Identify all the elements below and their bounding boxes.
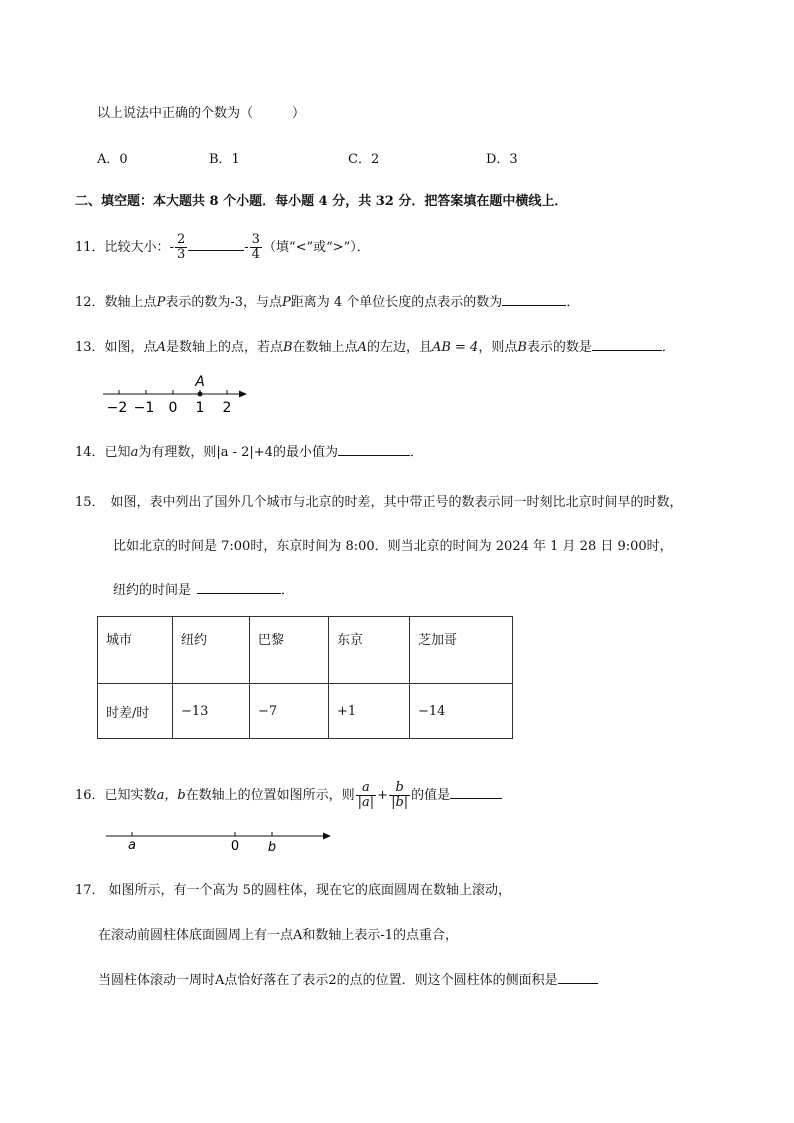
question-15-line-2: 比如北京的时间是 7:00时，东京时间为 8:00．则当北京的时间为 2024 年 1 月 28 日 9:00时， (113, 539, 673, 554)
q15-answer-blank[interactable] (197, 579, 281, 594)
table-row (98, 684, 513, 739)
q11-text-a: 比较大小： (104, 240, 170, 255)
q14-var-a: a (130, 445, 139, 460)
q16-fraction-1 (356, 781, 377, 810)
q13-text-b: 是数轴上的点，若点 (165, 340, 283, 355)
q16-plus: + (377, 788, 389, 803)
q16-text-b: 在数轴上的位置如图所示，则 (185, 788, 355, 803)
option-a: A．0 (97, 152, 128, 167)
q16-number: 16． (75, 788, 105, 803)
q16-label-b: b (267, 840, 277, 855)
q13-end: ． (661, 340, 675, 355)
table-header-cell: 芝加哥 (410, 617, 513, 684)
q17-number: 17． (75, 883, 105, 898)
question-14 (75, 441, 423, 460)
question-12 (75, 291, 579, 310)
q13-number-line (95, 370, 265, 418)
q16-text-a: 已知实数 (104, 788, 157, 803)
q16-label-a: a (128, 838, 136, 853)
table-header-cell: 巴黎 (250, 617, 329, 684)
q13-text-f: 表示的数是 (526, 340, 592, 355)
q16-f2-num: b (389, 781, 410, 796)
q13-tick-label-neg2: −2 (106, 400, 128, 416)
q12-number: 12． (75, 295, 105, 310)
question-17-line-1 (75, 879, 511, 898)
q11-f2-den: 4 (251, 247, 260, 262)
q14-number: 14． (75, 445, 105, 460)
question-13 (75, 336, 675, 355)
question-16 (75, 776, 502, 816)
table-cell: −13 (173, 684, 250, 739)
q16-text-c: 的值是 (411, 788, 451, 803)
question-17-line-2: 在滚动前圆柱体底面圆周上有一点A和数轴上表示-1的点重合， (98, 928, 459, 943)
q13-var-a: A (156, 340, 166, 355)
q11-neg-2: - (244, 240, 249, 255)
q16-label-0: 0 (230, 839, 240, 854)
q13-number: 13． (75, 340, 105, 355)
q11-answer-blank[interactable] (188, 236, 244, 251)
option-b: B．1 (209, 152, 240, 167)
q13-point-a (198, 392, 203, 397)
q16-number-line (100, 826, 340, 856)
q12-answer-blank[interactable] (502, 291, 566, 306)
question-11 (75, 230, 370, 266)
q16-f1-den: |a| (357, 795, 375, 810)
q13-var-a2: A (357, 340, 367, 355)
table-cell: 时差/时 (98, 684, 173, 739)
q11-f1-den: 3 (176, 247, 186, 262)
section-heading: 二、填空题：本大题共 8 个小题．每小题 4 分，共 32 分．把答案填在题中横线上． (75, 194, 568, 209)
time-difference-table (97, 616, 513, 739)
q11-f1-num: 2 (176, 232, 186, 247)
q16-axis-arrow (323, 833, 331, 840)
q14-text-c: 的最小值为 (272, 445, 338, 460)
q12-var-p2: P (282, 295, 291, 310)
q16-f1-num: a (356, 781, 377, 796)
q13-var-b2: B (517, 340, 527, 355)
q14-end: ． (409, 445, 423, 460)
q15-number: 15． (75, 495, 105, 510)
q10-prompt: 以上说法中正确的个数为（ ） (97, 106, 306, 121)
q14-text-b: 为有理数，则 (138, 445, 217, 460)
table-cell: −7 (250, 684, 329, 739)
q17-line-3: 当圆柱体滚动一周时A点恰好落在了表示2的点的位置．则这个圆柱体的侧面积是 (98, 973, 558, 988)
question-17-line-3 (98, 969, 598, 988)
q12-text-b: 表示的数为 (165, 295, 231, 310)
q12-text-a: 数轴上点 (104, 295, 157, 310)
q13-answer-blank[interactable] (592, 336, 662, 351)
q13-text-a: 如图，点 (104, 340, 157, 355)
q13-tick-label-neg1: −1 (133, 400, 155, 416)
table-header-row (98, 617, 513, 684)
q11-fraction-1 (175, 233, 187, 262)
q14-text-a: 已知 (104, 445, 131, 460)
table-cell: +1 (329, 684, 410, 739)
q11-number: 11． (75, 240, 105, 255)
option-d: D．3 (486, 152, 518, 167)
q13-point-label: A (195, 374, 205, 390)
table-header-cell: 纽约 (173, 617, 250, 684)
q11-neg-1: - (169, 240, 174, 255)
q15-end: ． (281, 583, 295, 598)
q15-line-3: 纽约的时间是 (113, 583, 192, 598)
q13-tick-label-1: 1 (195, 400, 205, 416)
q11-f2-num: 3 (251, 232, 260, 247)
q14-answer-blank[interactable] (338, 441, 410, 456)
q17-answer-blank[interactable] (558, 969, 598, 984)
q11-text-b: （填“<”或“>”）． (262, 240, 370, 255)
q13-text-d: 的左边，且 (366, 340, 432, 355)
q13-text-e: ，则点 (478, 340, 518, 355)
question-15-line-3 (113, 579, 294, 598)
q16-answer-blank[interactable] (450, 784, 502, 799)
table-header-cell: 城市 (98, 617, 173, 684)
q12-text-d: 距离为 4 个单位长度的点表示的数为 (290, 295, 503, 310)
q13-equation: AB = 4 (431, 340, 479, 355)
q16-fraction-2 (389, 781, 410, 810)
q13-tick-label-2: 2 (222, 400, 232, 416)
q16-vars: a，b (156, 788, 186, 803)
q13-var-b: B (282, 340, 293, 355)
option-c: C．2 (348, 152, 380, 167)
q11-fraction-2 (250, 233, 262, 262)
q12-value: -3 (230, 295, 243, 310)
q15-line-1: 如图，表中列出了国外几个城市与北京的时差，其中带正号的数表示同一时刻比北京时间早的时数， (110, 495, 683, 510)
q17-line-1: 如图所示，有一个高为 5的圆柱体，现在它的底面圆周在数轴上滚动， (108, 883, 511, 898)
question-15-line-1 (75, 491, 683, 510)
table-cell: −14 (410, 684, 513, 739)
q14-expression: |a - 2|+4 (216, 445, 273, 460)
q12-var-p: P (156, 295, 166, 310)
q13-text-c: 在数轴上点 (292, 340, 358, 355)
table-header-cell: 东京 (329, 617, 410, 684)
q13-tick-label-0: 0 (168, 400, 178, 416)
q12-text-c: ，与点 (243, 295, 283, 310)
q16-f2-den: |b| (391, 795, 409, 810)
q13-axis-arrow (239, 391, 247, 398)
q12-end: ． (566, 295, 580, 310)
